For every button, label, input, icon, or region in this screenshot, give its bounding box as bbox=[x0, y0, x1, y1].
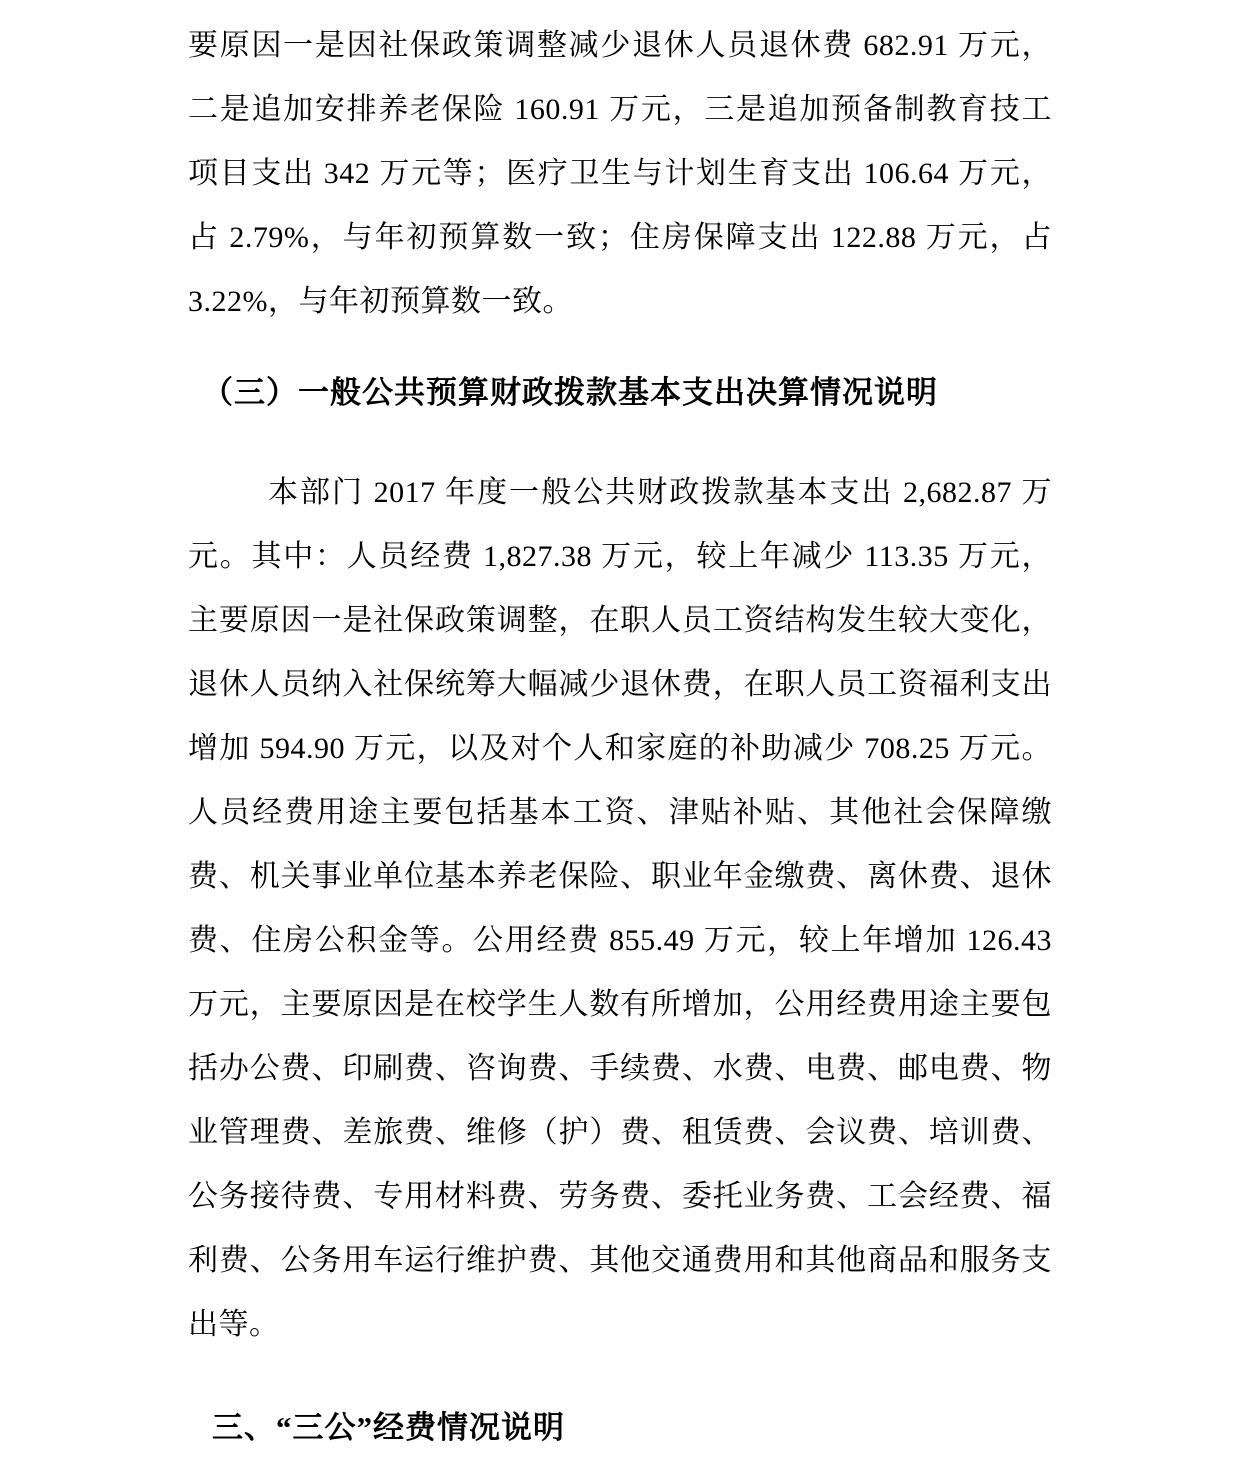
text-line: 主要原因一是社保政策调整，在职人员工资结构发生较大变化， bbox=[188, 604, 1052, 637]
text-line: 二是追加安排养老保险 160.91 万元，三是追加预备制教育技工 bbox=[188, 93, 1052, 126]
continuation-paragraph bbox=[188, 14, 1052, 334]
text-line: 出等。 bbox=[188, 1308, 280, 1341]
text-line: 利费、公务用车运行维护费、其他交通费用和其他商品和服务支 bbox=[188, 1244, 1052, 1277]
text-line: 括办公费、印刷费、咨询费、手续费、水费、电费、邮电费、物 bbox=[188, 1052, 1052, 1085]
section3-heading: （三）一般公共预算财政拨款基本支出决算情况说明 bbox=[202, 375, 938, 410]
text-line: 要原因一是因社保政策调整减少退休人员退休费 682.91 万元， bbox=[188, 29, 1052, 62]
text-line: 占 2.79%，与年初预算数一致；住房保障支出 122.88 万元，占 bbox=[188, 221, 1052, 254]
text-line: 公务接待费、专用材料费、劳务费、委托业务费、工会经费、福 bbox=[188, 1180, 1052, 1213]
text-line: 元。其中：人员经费 1,827.38 万元，较上年减少 113.35 万元， bbox=[188, 540, 1052, 573]
text-line: 项目支出 342 万元等；医疗卫生与计划生育支出 106.64 万元， bbox=[188, 157, 1052, 190]
basic-expenditure-paragraph bbox=[188, 461, 1052, 1357]
text-line: 增加 594.90 万元，以及对个人和家庭的补助减少 708.25 万元。 bbox=[188, 732, 1052, 765]
text-line: 人员经费用途主要包括基本工资、津贴补贴、其他社会保障缴 bbox=[188, 796, 1052, 829]
text-line: 费、住房公积金等。公用经费 855.49 万元，较上年增加 126.43 bbox=[188, 924, 1052, 957]
text-line: 3.22%，与年初预算数一致。 bbox=[188, 285, 573, 318]
text-line: 本部门 2017 年度一般公共财政拨款基本支出 2,682.87 万 bbox=[268, 476, 1052, 509]
text-line: 业管理费、差旅费、维修（护）费、租赁费、会议费、培训费、 bbox=[188, 1116, 1052, 1149]
three-public-funds-heading: 三、“三公”经费情况说明 bbox=[212, 1410, 565, 1445]
text-line: 退休人员纳入社保统筹大幅减少退休费，在职人员工资福利支出 bbox=[188, 668, 1052, 701]
text-line: 费、机关事业单位基本养老保险、职业年金缴费、离休费、退休 bbox=[188, 860, 1052, 893]
text-line: 万元，主要原因是在校学生人数有所增加，公用经费用途主要包 bbox=[188, 988, 1052, 1021]
